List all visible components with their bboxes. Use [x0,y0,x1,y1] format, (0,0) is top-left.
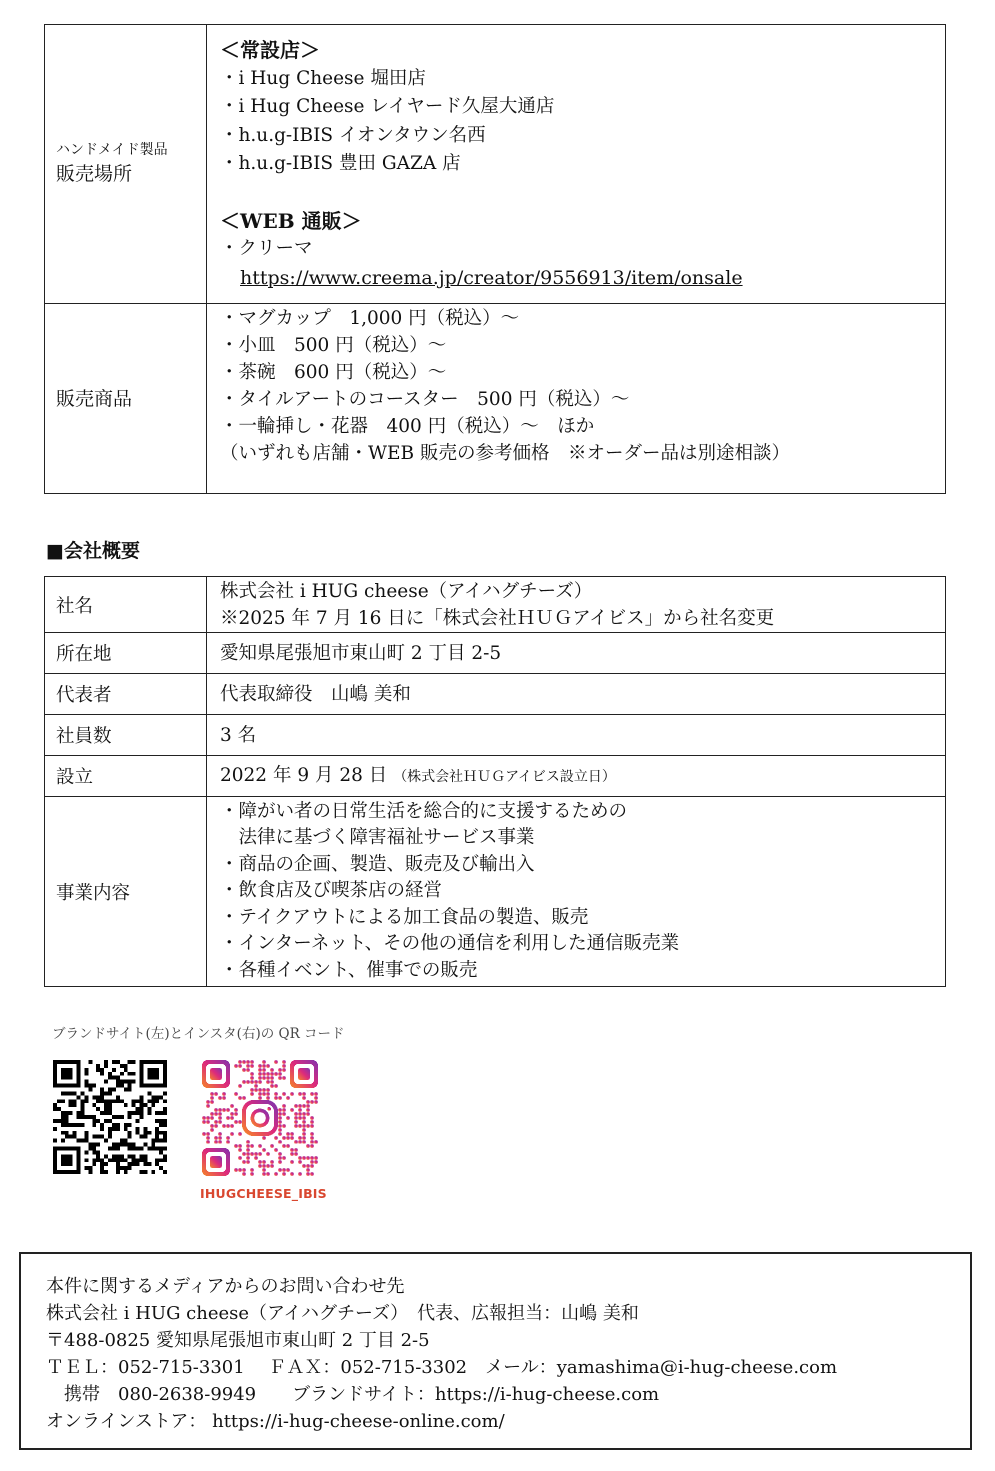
product-item: ・一輪挿し・花器 400 円（税込）～ ほか [220,416,595,437]
business-item: ・障がい者の日常生活を総合的に支援するための [220,800,628,822]
address-label: 所在地 [45,633,207,674]
business-item: ・商品の企画、製造、販売及び輸出入 [220,853,535,875]
product-item: ・茶碗 600 円（税込）～ [220,362,447,383]
business-label: 事業内容 [45,797,207,987]
business-item: 法律に基づく障害福祉サービス事業 [220,827,535,849]
business-item: ・各種イベント、催事での販売 [220,959,478,981]
company-name-value [207,577,946,633]
company-name: 株式会社 i HUG cheese（アイハグチーズ） [220,580,593,602]
employees-label: 社員数 [45,715,207,756]
company-name-label: 社名 [45,577,207,633]
founded-value: 2022 年 9 月 28 日 [220,764,388,786]
business-row [45,797,946,987]
products-row [45,304,946,494]
qr-caption: ブランドサイト(左)とインスタ(右)の QR コード [52,1026,345,1042]
sales-locations-content [207,25,946,304]
contact-mobile-website[interactable]: 携帯 080-2638-9949 ブランドサイト：https://i-hug-cheese.com [46,1384,660,1405]
contact-phone-fax-email[interactable]: ＴＥＬ：052-715-3301 ＦＡＸ：052-715-3302 メール：yamashima@i-hug-cheese.com [46,1357,838,1378]
products-label-cell [45,304,207,494]
products-note: （いずれも店舗・WEB 販売の参考価格 ※オーダー品は別途相談） [220,443,790,464]
store-item: ・i Hug Cheese 堀田店 [220,67,426,89]
store-item: ・h.u.g-IBIS 豊田 GAZA 店 [220,153,461,174]
contact-address: 〒488-0825 愛知県尾張旭市東山町 2 丁目 2-5 [46,1330,430,1351]
web-store-item: ・クリーマ [220,238,313,259]
address-row [45,633,946,674]
business-content [207,797,946,987]
representative-row [45,674,946,715]
business-item: ・インターネット、その他の通信を利用した通信販売業 [220,933,680,955]
shop-info-table [44,24,946,494]
sales-locations-row [45,25,946,304]
instagram-handle: IHUGCHEESE_IBIS [200,1186,327,1201]
representative-label: 代表者 [45,674,207,715]
employees-row [45,715,946,756]
company-overview-heading: ■会社概要 [46,540,140,562]
permanent-stores-heading: ＜常設店＞ [220,38,320,62]
web-store-heading: ＜WEB 通販＞ [220,208,362,233]
products-content [207,304,946,494]
founded-value-cell [207,756,946,797]
business-item: ・テイクアウトによる加工食品の製造、販売 [220,906,589,928]
store-item: ・i Hug Cheese レイヤード久屋大通店 [220,96,555,117]
instagram-qr-code[interactable] [202,1060,318,1176]
sales-locations-label: 販売場所 [56,163,133,185]
contact-heading: 本件に関するメディアからのお問い合わせ先 [46,1276,405,1297]
product-item: ・マグカップ 1,000 円（税込）～ [220,308,520,329]
company-name-change-note: ※2025 年 7 月 16 日に「株式会社ＨＵＧアイビス」から社名変更 [220,607,775,629]
company-name-row [45,577,946,633]
founded-note: （株式会社ＨＵＧアイビス設立日） [393,768,616,785]
founded-label: 設立 [45,756,207,797]
product-item: ・小皿 500 円（税込）～ [220,335,447,356]
company-overview-table [44,576,946,987]
contact-company: 株式会社 i HUG cheese（アイハグチーズ） 代表、広報担当：山嶋 美和 [46,1303,639,1324]
founded-row [45,756,946,797]
products-label: 販売商品 [56,387,133,410]
address-value: 愛知県尾張旭市東山町 2 丁目 2-5 [207,633,946,674]
store-item: ・h.u.g-IBIS イオンタウン名西 [220,124,486,146]
brand-site-qr-code[interactable] [53,1060,167,1174]
employees-value: 3 名 [207,715,946,756]
creema-link[interactable]: https://www.creema.jp/creator/9556913/item/onsale [240,266,743,289]
handmade-label: ハンドメイド製品 [56,142,168,158]
representative-value: 代表取締役 山嶋 美和 [207,674,946,715]
media-contact-box [19,1252,972,1450]
product-item: ・タイルアートのコースター 500 円（税込）～ [220,389,630,410]
business-item: ・飲食店及び喫茶店の経営 [220,880,443,902]
sales-locations-label-cell [45,25,207,304]
contact-online-store[interactable]: オンラインストア： https://i-hug-cheese-online.com/ [46,1411,505,1432]
